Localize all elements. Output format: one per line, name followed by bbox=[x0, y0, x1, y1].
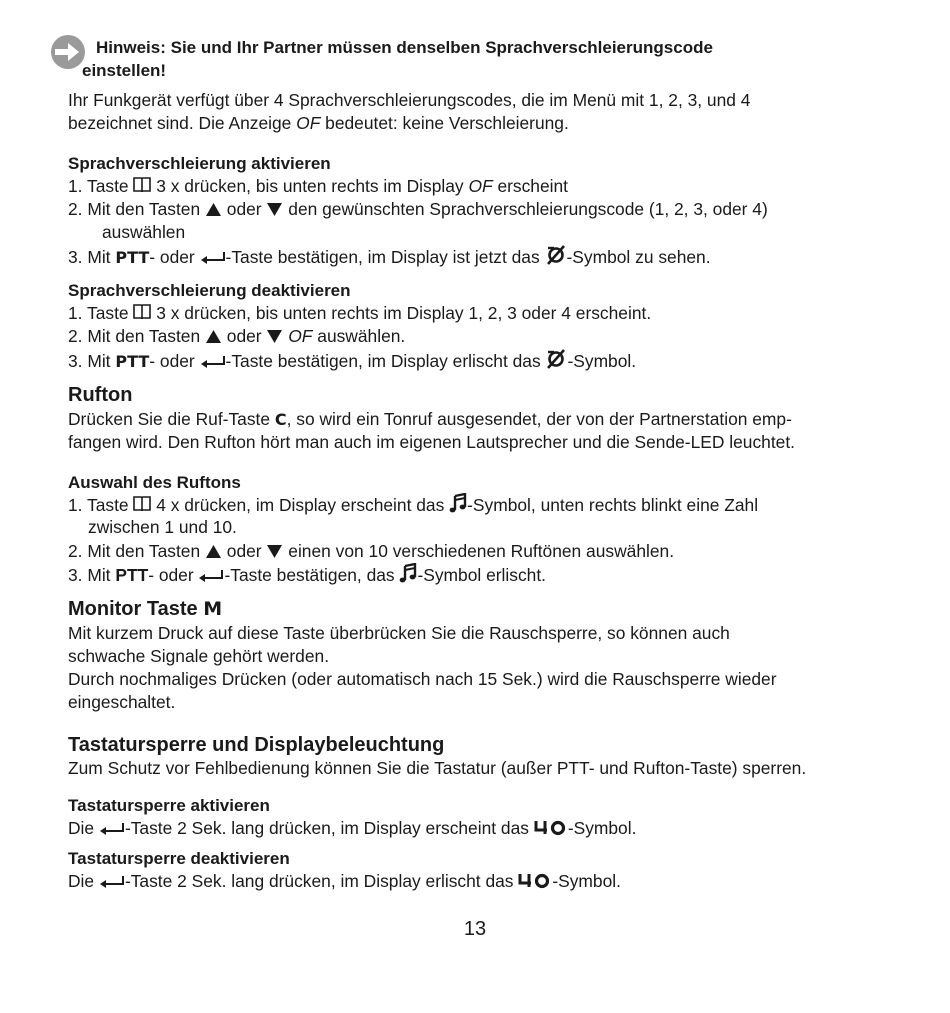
text-run: 2. Mit den Tasten bbox=[68, 199, 205, 219]
text-run: -Symbol. bbox=[567, 351, 637, 371]
note-text-2 bbox=[68, 112, 569, 135]
text-run: auswählen. bbox=[312, 326, 406, 346]
rufton-text-2: fangen wird. Den Rufton hört man auch im eigenen Lautsprecher und die Sende-LED leuchtet. bbox=[68, 432, 795, 452]
text-run: - oder bbox=[149, 351, 200, 371]
lock-deactivate-text bbox=[68, 870, 621, 893]
up-triangle-icon bbox=[205, 544, 222, 559]
deactivate-step-3 bbox=[68, 349, 636, 373]
activate-step-3 bbox=[68, 245, 711, 269]
book-icon bbox=[133, 176, 151, 194]
text-run: -Symbol, unten rechts blinkt eine Zahl bbox=[467, 495, 759, 515]
text-run: -Symbol zu sehen. bbox=[566, 247, 711, 267]
text-run: -Symbol erlischt. bbox=[417, 565, 546, 585]
monitor-text-3: Durch nochmaliges Drücken (oder automatisch nach 15 Sek.) wird die Rauschsperre wieder bbox=[68, 669, 777, 689]
text-run: bedeutet: keine Verschleierung. bbox=[320, 113, 569, 133]
activate-step-2 bbox=[68, 198, 768, 221]
rufton-heading: Rufton bbox=[68, 384, 133, 406]
text-run: 2. Mit den Tasten bbox=[68, 541, 205, 561]
text-run: -Taste bestätigen, im Display ist jetzt das bbox=[225, 247, 545, 267]
text-run: bezeichnet sind. Die Anzeige bbox=[68, 113, 297, 133]
enter-icon bbox=[99, 822, 125, 836]
note-icon bbox=[50, 34, 86, 75]
text-run: oder bbox=[221, 541, 267, 561]
down-triangle-icon bbox=[266, 202, 283, 217]
text-run: einen von 10 verschiedenen Ruftönen auswählen. bbox=[283, 541, 675, 561]
monitor-heading bbox=[68, 597, 222, 621]
rufton-text-1 bbox=[68, 408, 792, 431]
activate-heading: Sprachverschleierung aktivieren bbox=[68, 154, 331, 173]
deactivate-step-1 bbox=[68, 302, 651, 325]
text-run: -Taste bestätigen, im Display erlischt das bbox=[225, 351, 546, 371]
text-run: 3. Mit bbox=[68, 247, 116, 267]
text-run: C bbox=[274, 410, 287, 429]
enter-icon bbox=[200, 355, 226, 369]
up-triangle-icon bbox=[205, 329, 222, 344]
deactivate-heading: Sprachverschleierung deaktivieren bbox=[68, 281, 351, 300]
auswahl-step-2 bbox=[68, 540, 674, 563]
text-run: erscheint bbox=[492, 176, 569, 196]
monitor-text-1: Mit kurzem Druck auf diese Taste überbrücken Sie die Rauschsperre, so können auch bbox=[68, 623, 730, 643]
text-run: OF bbox=[296, 113, 321, 133]
monitor-text-4: eingeschaltet. bbox=[68, 692, 176, 712]
text-run: 3 x drücken, bis unten rechts im Display bbox=[151, 176, 469, 196]
note-heading: Hinweis: Sie und Ihr Partner müssen denselben Sprachverschleierungscode bbox=[96, 38, 713, 57]
text-run: Die bbox=[68, 818, 99, 838]
text-run: Drücken Sie die Ruf-Taste bbox=[68, 409, 275, 429]
text-run: M bbox=[203, 598, 223, 620]
note-heading-cont: einstellen! bbox=[82, 61, 167, 80]
text-run: 4 x drücken, im Display erscheint das bbox=[151, 495, 450, 515]
text-run: -Symbol. bbox=[567, 818, 637, 838]
scramble-icon bbox=[545, 349, 567, 369]
text-run: 3 x drücken, bis unten rechts im Display 1, 2, 3 oder 4 erscheint. bbox=[151, 303, 652, 323]
text-run: den gewünschten Sprachverschleierungscode (1, 2, 3, oder 4) bbox=[283, 199, 768, 219]
book-icon bbox=[133, 303, 151, 321]
down-triangle-icon bbox=[266, 329, 283, 344]
scramble-icon bbox=[545, 245, 567, 265]
text-run: OF bbox=[468, 176, 493, 196]
text-run: , so wird ein Tonruf ausgesendet, der von der Partnerstation emp- bbox=[286, 409, 792, 429]
text-run: - oder bbox=[149, 247, 200, 267]
text-run: PTT bbox=[115, 352, 150, 371]
text-run: 3. Mit bbox=[68, 351, 116, 371]
auswahl-heading: Auswahl des Ruftons bbox=[68, 473, 241, 492]
text-run: -Taste 2 Sek. lang drücken, im Display erlischt das bbox=[124, 871, 519, 891]
monitor-text-2: schwache Signale gehört werden. bbox=[68, 646, 330, 666]
text-run: 1. Taste bbox=[68, 176, 134, 196]
lock-symbol-icon bbox=[518, 873, 552, 889]
lock-activate-heading: Tastatursperre aktivieren bbox=[68, 796, 270, 815]
lock-symbol-icon bbox=[534, 820, 568, 836]
activate-step-2-cont: auswählen bbox=[102, 222, 186, 242]
text-run: 1. Taste bbox=[68, 495, 134, 515]
book-icon bbox=[133, 495, 151, 513]
music-note-icon bbox=[399, 563, 417, 583]
text-run: Die bbox=[68, 871, 99, 891]
music-note-icon bbox=[449, 493, 467, 513]
lock-deactivate-heading: Tastatursperre deaktivieren bbox=[68, 849, 290, 868]
auswahl-step-1 bbox=[68, 493, 758, 517]
lock-heading: Tastatursperre und Displaybeleuchtung bbox=[68, 734, 445, 756]
enter-icon bbox=[99, 875, 125, 889]
text-run: 3. Mit bbox=[68, 565, 116, 585]
lock-activate-text bbox=[68, 817, 636, 840]
enter-icon bbox=[200, 251, 226, 265]
up-triangle-icon bbox=[205, 202, 222, 217]
auswahl-step-3 bbox=[68, 563, 546, 587]
text-run: oder bbox=[221, 326, 267, 346]
text-run: -Taste 2 Sek. lang drücken, im Display erscheint das bbox=[124, 818, 534, 838]
page-number: 13 bbox=[463, 918, 487, 940]
note-text-1: Ihr Funkgerät verfügt über 4 Sprachverschleierungscodes, die im Menü mit 1, 2, 3, und 4 bbox=[68, 90, 751, 110]
text-run: PTT bbox=[115, 248, 150, 267]
text-run: PTT bbox=[115, 565, 149, 585]
activate-step-1 bbox=[68, 175, 568, 198]
text-run: -Taste bestätigen, das bbox=[224, 565, 400, 585]
down-triangle-icon bbox=[266, 544, 283, 559]
text-run: -Symbol. bbox=[552, 871, 621, 891]
text-run: OF bbox=[288, 326, 313, 346]
text-run: 2. Mit den Tasten bbox=[68, 326, 205, 346]
text-run: oder bbox=[221, 199, 267, 219]
text-run: Monitor Taste bbox=[68, 598, 204, 620]
arrow-circle-icon bbox=[50, 34, 86, 70]
deactivate-step-2 bbox=[68, 325, 405, 348]
text-run: 1. Taste bbox=[68, 303, 134, 323]
auswahl-step-1-cont: zwischen 1 und 10. bbox=[88, 517, 237, 537]
lock-intro: Zum Schutz vor Fehlbedienung können Sie die Tastatur (außer PTT- und Rufton-Taste) sperren. bbox=[68, 758, 807, 778]
enter-icon bbox=[198, 569, 224, 583]
text-run: - oder bbox=[148, 565, 199, 585]
